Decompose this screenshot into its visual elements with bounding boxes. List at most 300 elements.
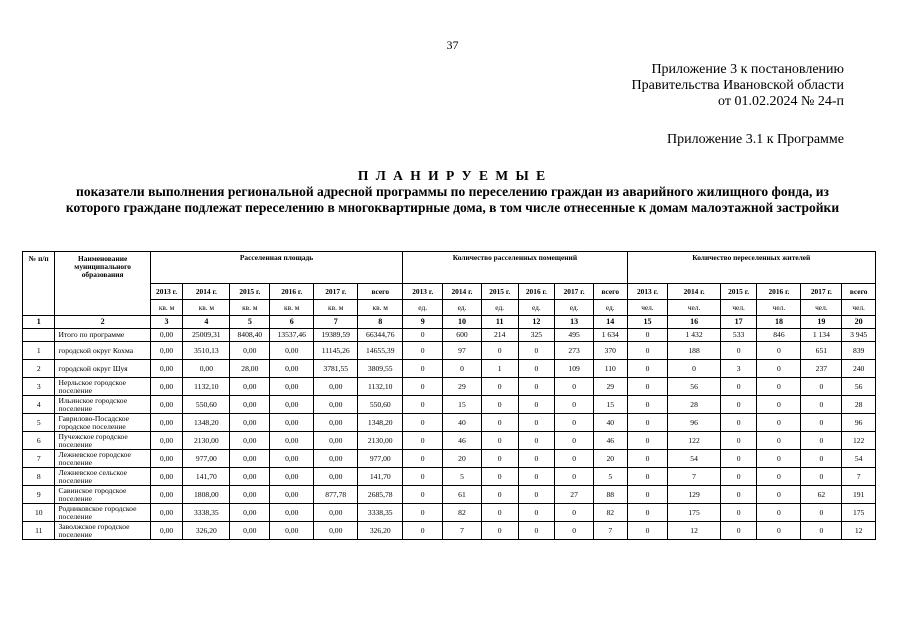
table-cell: 0,00	[270, 396, 314, 414]
table-cell: 0	[443, 360, 482, 378]
table-cell: 0,00	[150, 329, 182, 342]
page-number: 37	[446, 38, 459, 52]
municipality-name: Лежневское сельское поселение	[55, 468, 150, 486]
table-cell: 0,00	[230, 342, 270, 360]
table-cell: 0	[720, 414, 757, 432]
unit-header: ед.	[555, 300, 594, 316]
table-cell: 1808,00	[183, 486, 230, 504]
table-cell: 0	[403, 360, 443, 378]
table-cell: 61	[443, 486, 482, 504]
table-cell: 0,00	[270, 504, 314, 522]
table-cell: 0	[481, 486, 518, 504]
table-cell: 1348,20	[183, 414, 230, 432]
table-cell: 82	[593, 504, 627, 522]
unit-header: чел.	[842, 300, 876, 316]
table-row	[23, 450, 876, 468]
municipality-name: Родниковское городское поселение	[55, 504, 150, 522]
table-cell: 11145,26	[314, 342, 358, 360]
table-cell: 0	[481, 342, 518, 360]
table-cell: 0	[627, 378, 668, 396]
table-cell: 0,00	[150, 396, 182, 414]
table-cell: 0	[801, 396, 842, 414]
table-cell: 0	[518, 360, 555, 378]
table-cell: 56	[842, 378, 876, 396]
table-cell: 54	[668, 450, 720, 468]
table-cell: 0,00	[150, 486, 182, 504]
table-cell: 28,00	[230, 360, 270, 378]
table-cell: 0,00	[150, 360, 182, 378]
table-cell: 0,00	[230, 414, 270, 432]
table-cell: 0	[555, 414, 594, 432]
table-cell: 0,00	[314, 396, 358, 414]
table-cell: 0,00	[230, 450, 270, 468]
municipality-name: Итого по программе	[55, 329, 150, 342]
document-subtitle: показатели выполнения региональной адресной программы по переселению граждан из аварийного жилищного фонда, из которого граждане подлежат переселению в многоквартирные дома, в том числе отнесенные к домам малоэтажной застройки	[65, 184, 840, 215]
unit-header: чел.	[757, 300, 801, 316]
table-cell: 5	[593, 468, 627, 486]
unit-header: кв. м	[270, 300, 314, 316]
column-number: 20	[842, 316, 876, 329]
table-cell: 550,60	[358, 396, 403, 414]
table-cell: 0,00	[230, 396, 270, 414]
municipality-name: Нерльское городское поселение	[55, 378, 150, 396]
table-cell: 0	[757, 378, 801, 396]
row-number: 11	[23, 522, 55, 540]
table-cell: 0	[403, 342, 443, 360]
table-cell: 0	[481, 378, 518, 396]
row-number: 4	[23, 396, 55, 414]
table-cell: 0,00	[150, 342, 182, 360]
table-cell: 0,00	[150, 468, 182, 486]
table-cell: 0	[801, 468, 842, 486]
table-cell: 7	[668, 468, 720, 486]
table-cell: 28	[842, 396, 876, 414]
unit-header: ед.	[518, 300, 555, 316]
column-number: 14	[593, 316, 627, 329]
table-cell: 3 945	[842, 329, 876, 342]
table-cell: 846	[757, 329, 801, 342]
column-number: 7	[314, 316, 358, 329]
indicators-table	[22, 251, 876, 540]
table-cell: 533	[720, 329, 757, 342]
unit-header: чел.	[801, 300, 842, 316]
table-cell: 0,00	[270, 486, 314, 504]
municipality-name: городской округ Кохма	[55, 342, 150, 360]
table-cell: 7	[593, 522, 627, 540]
table-cell: 0	[555, 378, 594, 396]
table-cell: 0,00	[314, 432, 358, 450]
table-cell: 46	[443, 432, 482, 450]
row-number: 9	[23, 486, 55, 504]
year-header: всего	[358, 284, 403, 300]
year-header: 2014 г.	[443, 284, 482, 300]
table-cell: 13537,46	[270, 329, 314, 342]
table-cell: 0	[720, 504, 757, 522]
table-cell: 0,00	[314, 522, 358, 540]
table-row	[23, 329, 876, 342]
table-cell: 0	[627, 414, 668, 432]
table-row	[23, 396, 876, 414]
municipality-name: Савинское городское поселение	[55, 486, 150, 504]
table-cell: 0	[627, 360, 668, 378]
table-cell: 0,00	[150, 432, 182, 450]
header-municipality: Наименование муниципального образования	[55, 252, 150, 316]
table-cell: 0	[801, 522, 842, 540]
table-cell: 0,00	[270, 414, 314, 432]
table-cell: 839	[842, 342, 876, 360]
table-cell: 0	[518, 378, 555, 396]
table-cell: 0	[403, 329, 443, 342]
column-number: 11	[481, 316, 518, 329]
table-cell: 237	[801, 360, 842, 378]
column-number: 4	[183, 316, 230, 329]
table-cell: 1 134	[801, 329, 842, 342]
unit-header-row	[23, 300, 876, 316]
appendix-line-2: Правительства Ивановской области	[631, 78, 844, 93]
table-cell: 20	[443, 450, 482, 468]
table-cell: 0,00	[230, 522, 270, 540]
table-cell: 0	[757, 414, 801, 432]
table-row	[23, 360, 876, 378]
row-number: 7	[23, 450, 55, 468]
table-cell: 0	[403, 378, 443, 396]
table-cell: 40	[593, 414, 627, 432]
table-cell: 122	[668, 432, 720, 450]
municipality-name: Пучежское городское поселение	[55, 432, 150, 450]
table-cell: 0,00	[150, 450, 182, 468]
year-header: 2016 г.	[270, 284, 314, 300]
table-cell: 0	[481, 504, 518, 522]
table-cell: 8408,40	[230, 329, 270, 342]
table-cell: 0,00	[150, 414, 182, 432]
appendix-block	[632, 62, 844, 110]
unit-header: кв. м	[150, 300, 182, 316]
table-cell: 20	[593, 450, 627, 468]
table-cell: 3338,35	[358, 504, 403, 522]
table-cell: 0	[627, 504, 668, 522]
year-header: 2013 г.	[403, 284, 443, 300]
year-header: 2013 г.	[150, 284, 182, 300]
table-cell: 29	[593, 378, 627, 396]
table-cell: 0,00	[270, 522, 314, 540]
header-num: № п/п	[23, 252, 55, 316]
table-cell: 191	[842, 486, 876, 504]
table-cell: 0	[627, 329, 668, 342]
column-number: 2	[55, 316, 150, 329]
table-cell: 0,00	[314, 414, 358, 432]
table-cell: 0	[403, 486, 443, 504]
table-row	[23, 486, 876, 504]
unit-header: чел.	[720, 300, 757, 316]
table-cell: 0	[555, 396, 594, 414]
table-cell: 141,70	[183, 468, 230, 486]
table-row	[23, 468, 876, 486]
table-row	[23, 522, 876, 540]
table-cell: 0	[627, 342, 668, 360]
table-cell: 0	[555, 522, 594, 540]
table-cell: 12	[842, 522, 876, 540]
table-cell: 0	[555, 432, 594, 450]
column-number: 9	[403, 316, 443, 329]
year-header: 2017 г.	[801, 284, 842, 300]
appendix-line-3: от 01.02.2024 № 24-п	[718, 94, 844, 109]
column-number: 8	[358, 316, 403, 329]
column-number: 1	[23, 316, 55, 329]
table-cell: 0	[518, 450, 555, 468]
table-cell: 2685,78	[358, 486, 403, 504]
table-cell: 0	[720, 432, 757, 450]
table-cell: 109	[555, 360, 594, 378]
table-cell: 0	[801, 432, 842, 450]
row-number: 5	[23, 414, 55, 432]
table-row	[23, 342, 876, 360]
table-cell: 600	[443, 329, 482, 342]
table-cell: 0,00	[314, 450, 358, 468]
table-cell: 0,00	[314, 378, 358, 396]
table-cell: 0	[720, 486, 757, 504]
table-cell: 0	[720, 522, 757, 540]
table-cell: 1	[481, 360, 518, 378]
table-cell: 27	[555, 486, 594, 504]
table-cell: 0	[555, 504, 594, 522]
year-header: 2016 г.	[757, 284, 801, 300]
table-cell: 0	[757, 396, 801, 414]
table-cell: 0,00	[230, 486, 270, 504]
unit-header: кв. м	[314, 300, 358, 316]
table-cell: 0	[481, 396, 518, 414]
table-cell: 46	[593, 432, 627, 450]
table-cell: 0	[757, 486, 801, 504]
table-cell: 0	[518, 522, 555, 540]
table-row	[23, 432, 876, 450]
column-number: 6	[270, 316, 314, 329]
table-cell: 977,00	[358, 450, 403, 468]
unit-header: ед.	[593, 300, 627, 316]
table-cell: 0	[403, 414, 443, 432]
table-cell: 14655,39	[358, 342, 403, 360]
year-header: 2014 г.	[668, 284, 720, 300]
table-cell: 0,00	[270, 468, 314, 486]
table-cell: 0,00	[183, 360, 230, 378]
table-cell: 2130,00	[183, 432, 230, 450]
column-number: 10	[443, 316, 482, 329]
municipality-name: Ильинское городское поселение	[55, 396, 150, 414]
table-cell: 977,00	[183, 450, 230, 468]
table-cell: 0	[481, 450, 518, 468]
column-number: 19	[801, 316, 842, 329]
municipality-name: Гаврилово-Посадское городское поселение	[55, 414, 150, 432]
table-cell: 0,00	[150, 522, 182, 540]
row-number: 10	[23, 504, 55, 522]
column-number: 13	[555, 316, 594, 329]
year-header: 2015 г.	[230, 284, 270, 300]
row-number: 2	[23, 360, 55, 378]
table-cell: 96	[842, 414, 876, 432]
table-cell: 240	[842, 360, 876, 378]
table-cell: 0	[555, 450, 594, 468]
table-cell: 0,00	[270, 342, 314, 360]
table-cell: 877,78	[314, 486, 358, 504]
table-cell: 0,00	[314, 468, 358, 486]
year-header: всего	[593, 284, 627, 300]
table-cell: 0,00	[230, 504, 270, 522]
table-cell: 0	[518, 396, 555, 414]
header-resettled-people: Количество переселенных жителей	[627, 252, 875, 284]
table-cell: 0	[757, 432, 801, 450]
table-cell: 0	[481, 468, 518, 486]
table-cell: 0,00	[270, 360, 314, 378]
unit-header: чел.	[668, 300, 720, 316]
table-cell: 0	[757, 504, 801, 522]
table-cell: 0	[481, 414, 518, 432]
table-cell: 273	[555, 342, 594, 360]
table-cell: 1132,10	[358, 378, 403, 396]
table-cell: 7	[443, 522, 482, 540]
header-resettled-area: Расселенная площадь	[150, 252, 402, 284]
table-cell: 0	[627, 486, 668, 504]
unit-header: ед.	[403, 300, 443, 316]
table-cell: 3	[720, 360, 757, 378]
table-cell: 7	[842, 468, 876, 486]
year-header: 2014 г.	[183, 284, 230, 300]
table-cell: 175	[668, 504, 720, 522]
table-cell: 29	[443, 378, 482, 396]
table-cell: 0,00	[150, 378, 182, 396]
table-cell: 62	[801, 486, 842, 504]
table-cell: 19389,59	[314, 329, 358, 342]
table-cell: 0	[801, 504, 842, 522]
year-header: 2017 г.	[314, 284, 358, 300]
table-cell: 0	[518, 468, 555, 486]
table-cell: 122	[842, 432, 876, 450]
table-cell: 0,00	[270, 450, 314, 468]
column-number: 17	[720, 316, 757, 329]
table-cell: 0	[518, 504, 555, 522]
table-cell: 0	[801, 414, 842, 432]
row-number: 3	[23, 378, 55, 396]
unit-header: чел.	[627, 300, 668, 316]
table-cell: 0	[801, 450, 842, 468]
table-cell: 97	[443, 342, 482, 360]
row-number: 1	[23, 342, 55, 360]
column-number: 5	[230, 316, 270, 329]
table-cell: 141,70	[358, 468, 403, 486]
municipality-name: городской округ Шуя	[55, 360, 150, 378]
year-header: 2016 г.	[518, 284, 555, 300]
table-cell: 88	[593, 486, 627, 504]
table-cell: 1 634	[593, 329, 627, 342]
appendix-line-1: Приложение 3 к постановлению	[651, 62, 844, 77]
table-cell: 0	[403, 522, 443, 540]
year-header: 2015 г.	[720, 284, 757, 300]
table-cell: 0	[481, 432, 518, 450]
table-cell: 82	[443, 504, 482, 522]
table-cell: 0	[403, 468, 443, 486]
table-cell: 0	[403, 450, 443, 468]
table-cell: 326,20	[183, 522, 230, 540]
table-cell: 54	[842, 450, 876, 468]
appendix-program-line: Приложение 3.1 к Программе	[667, 132, 844, 147]
table-cell: 0,00	[230, 378, 270, 396]
unit-header: кв. м	[230, 300, 270, 316]
table-cell: 0	[720, 396, 757, 414]
table-cell: 0	[801, 378, 842, 396]
unit-header: кв. м	[358, 300, 403, 316]
unit-header: ед.	[481, 300, 518, 316]
table-cell: 5	[443, 468, 482, 486]
table-cell: 0	[518, 414, 555, 432]
table-cell: 3338,35	[183, 504, 230, 522]
table-cell: 25009,31	[183, 329, 230, 342]
table-cell: 3809,55	[358, 360, 403, 378]
table-cell: 0	[720, 468, 757, 486]
table-cell: 0	[627, 450, 668, 468]
table-cell: 0,00	[270, 432, 314, 450]
row-number: 8	[23, 468, 55, 486]
table-cell: 214	[481, 329, 518, 342]
table-cell: 0,00	[230, 432, 270, 450]
document-title: П Л А Н И Р У Е М Ы Е	[357, 168, 548, 183]
table-cell: 0	[518, 342, 555, 360]
column-number: 18	[757, 316, 801, 329]
table-cell: 3510,13	[183, 342, 230, 360]
table-cell: 0	[720, 450, 757, 468]
table-cell: 1348,20	[358, 414, 403, 432]
table-cell: 1132,10	[183, 378, 230, 396]
column-number: 12	[518, 316, 555, 329]
table-cell: 0	[757, 468, 801, 486]
table-cell: 3781,55	[314, 360, 358, 378]
municipality-name: Лежневское городское поселение	[55, 450, 150, 468]
table-cell: 0,00	[150, 504, 182, 522]
table-cell: 0	[757, 360, 801, 378]
table-cell: 326,20	[358, 522, 403, 540]
table-row	[23, 378, 876, 396]
table-row	[23, 414, 876, 432]
table-cell: 175	[842, 504, 876, 522]
table-cell: 40	[443, 414, 482, 432]
table-cell: 12	[668, 522, 720, 540]
unit-header: кв. м	[183, 300, 230, 316]
table-cell: 0	[481, 522, 518, 540]
municipality-name: Заволжское городское поселение	[55, 522, 150, 540]
table-cell: 0,00	[270, 378, 314, 396]
table-cell: 188	[668, 342, 720, 360]
column-number: 3	[150, 316, 182, 329]
column-number-row	[23, 316, 876, 329]
table-cell: 129	[668, 486, 720, 504]
table-cell: 15	[443, 396, 482, 414]
table-cell: 2130,00	[358, 432, 403, 450]
table-cell: 0	[518, 486, 555, 504]
table-cell: 495	[555, 329, 594, 342]
table-cell: 370	[593, 342, 627, 360]
year-header: 2015 г.	[481, 284, 518, 300]
table-cell: 0	[518, 432, 555, 450]
header-resettled-rooms: Количество расселенных помещений	[403, 252, 627, 284]
table-cell: 56	[668, 378, 720, 396]
table-cell: 0	[720, 342, 757, 360]
table-cell: 651	[801, 342, 842, 360]
table-cell: 325	[518, 329, 555, 342]
table-cell: 66344,76	[358, 329, 403, 342]
table-cell: 0	[668, 360, 720, 378]
year-header-row	[23, 284, 876, 300]
table-cell: 0	[555, 468, 594, 486]
table-cell: 0,00	[314, 504, 358, 522]
year-header: 2017 г.	[555, 284, 594, 300]
table-cell: 0	[403, 504, 443, 522]
